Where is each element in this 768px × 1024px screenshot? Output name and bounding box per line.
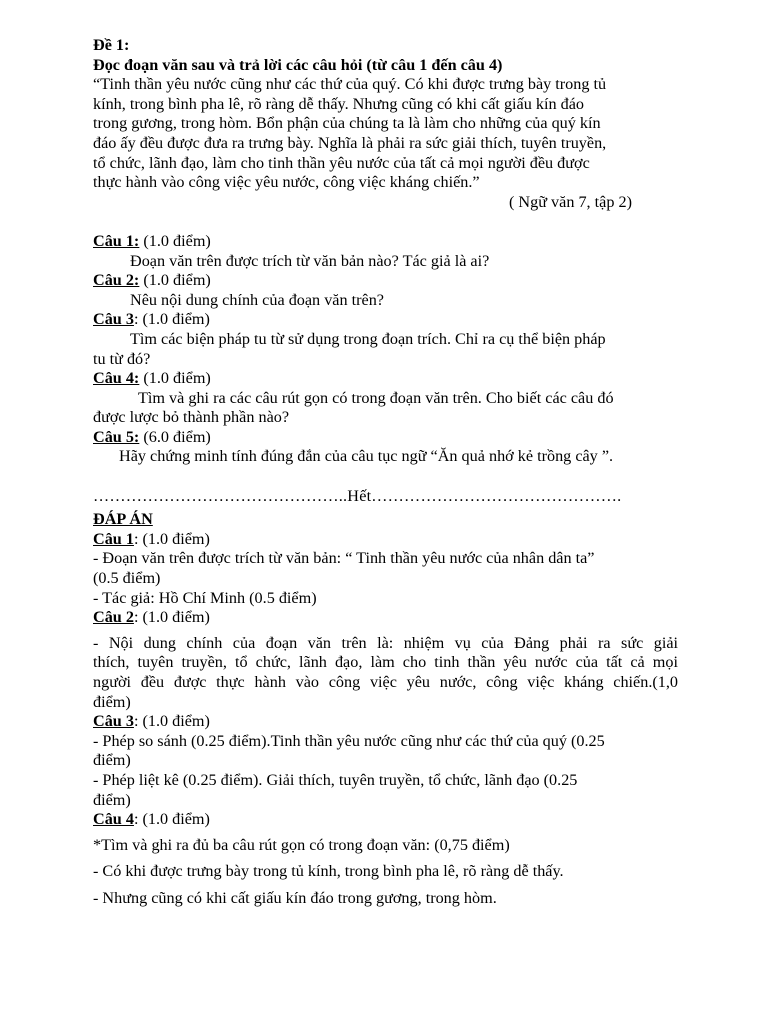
question-label: Câu 3 [93,310,134,329]
answer-points: : (1.0 điểm) [133,608,210,627]
question-label: Câu 5: [93,427,140,446]
end-marker: ………………………………………..Hết………………………………………. [93,486,622,505]
question-5 [93,428,678,467]
answer-line: - Nhưng cũng có khi cất giấu kín đáo trong gương, trong hòm. [93,888,497,907]
question-text: Nêu nội dung chính của đoạn văn trên? [130,290,384,309]
question-text: được lược bỏ thành phần nào? [93,408,290,427]
answer-label: Câu 2 [93,608,134,627]
question-points: (6.0 điểm) [139,427,211,446]
exam-instruction: Đọc đoạn văn sau và trả lời các câu hỏi (từ câu 1 đến câu 4) [93,55,503,74]
passage [93,75,678,193]
question-4 [93,369,678,428]
answer-2 [93,608,678,712]
answer-line: người đều được thực hành vào công việc yêu nước, công việc kháng chiến.(1,0 [93,673,678,691]
answer-line: *Tìm và ghi ra đủ ba câu rút gọn có trong đoạn văn: (0,75 điểm) [93,835,510,854]
question-text: Đoạn văn trên được trích từ văn bản nào? Tác giả là ai? [130,251,490,270]
answer-line: - Tác giả: Hồ Chí Minh (0.5 điểm) [93,588,317,607]
passage-line: tổ chức, lãnh đạo, làm cho tinh thần yêu nước của tất cả mọi người đều được [93,153,590,172]
question-2 [93,271,678,310]
answer-key-title: ĐÁP ÁN [93,510,153,529]
document-page [93,36,678,909]
passage-line: “Tinh thần yêu nước cũng như các thứ của quý. Có khi được trưng bày trong tủ [93,75,607,94]
answer-line: - Phép liệt kê (0.25 điểm). Giải thích, tuyên truyền, tổ chức, lãnh đạo (0.25 [93,770,578,789]
question-text: Tìm các biện pháp tu từ sử dụng trong đoạn trích. Chỉ ra cụ thể biện pháp [130,329,606,348]
question-text: tu từ đó? [93,349,151,368]
question-label: Câu 1: [93,231,140,250]
question-1 [93,232,678,271]
passage-line: đáo ấy đều được đưa ra trưng bày. Nghĩa là phải ra sức giải thích, tuyên truyền, [93,133,607,152]
passage-line: trong gương, trong hòm. Bổn phận của chúng ta là làm cho những của quý kín [93,114,601,133]
answer-points: : (1.0 điểm) [133,810,210,829]
answer-line: điểm) [93,790,131,809]
answer-line: thích, tuyên truyền, tổ chức, lãnh đạo, làm cho tinh thần yêu nước của tất cả mọi [93,653,678,672]
passage-line: kính, trong bình pha lê, rõ ràng dễ thấy. Nhưng cũng có khi cất giấu kín đáo [93,94,584,113]
question-3 [93,310,678,369]
answer-line: - Phép so sánh (0.25 điểm).Tinh thần yêu nước cũng như các thứ của quý (0.25 [93,731,605,750]
answer-label: Câu 4 [93,810,134,829]
answer-1 [93,530,678,608]
answer-label: Câu 3 [93,712,134,731]
answer-line: - Đoạn văn trên được trích từ văn bản: “ Tinh thần yêu nước của nhân dân ta” [93,549,595,568]
passage-line: thực hành vào công việc yêu nước, công việc kháng chiến.” [93,173,480,192]
question-label: Câu 4: [93,369,140,388]
answer-line: điểm) [93,692,131,711]
answer-line: - Có khi được trưng bày trong tủ kính, trong bình pha lê, rõ ràng dễ thấy. [93,862,564,881]
answer-line: - Nội dung chính của đoạn văn trên là: nhiệm vụ của Đảng phải ra sức giải [93,633,678,652]
question-text: Tìm và ghi ra các câu rút gọn có trong đoạn văn trên. Cho biết các câu đó [138,388,614,407]
answer-points: : (1.0 điểm) [133,529,210,548]
answer-label: Câu 1 [93,529,134,548]
exam-heading: Đề 1: [93,36,130,54]
answer-line: điểm) [93,751,131,770]
answer-points: : (1.0 điểm) [133,712,210,731]
answer-line: (0.5 điểm) [93,569,161,588]
question-text: Hãy chứng minh tính đúng đắn của câu tục ngữ “Ăn quả nhớ kẻ trồng cây ”. [119,447,614,466]
question-points: (1.0 điểm) [139,271,211,290]
question-points: (1.0 điểm) [139,231,211,250]
passage-source: ( Ngữ văn 7, tập 2) [509,192,632,211]
question-points: (1.0 điểm) [139,369,211,388]
answer-4 [93,810,678,908]
question-label: Câu 2: [93,271,140,290]
answer-3 [93,712,678,810]
question-points: : (1.0 điểm) [133,310,210,329]
